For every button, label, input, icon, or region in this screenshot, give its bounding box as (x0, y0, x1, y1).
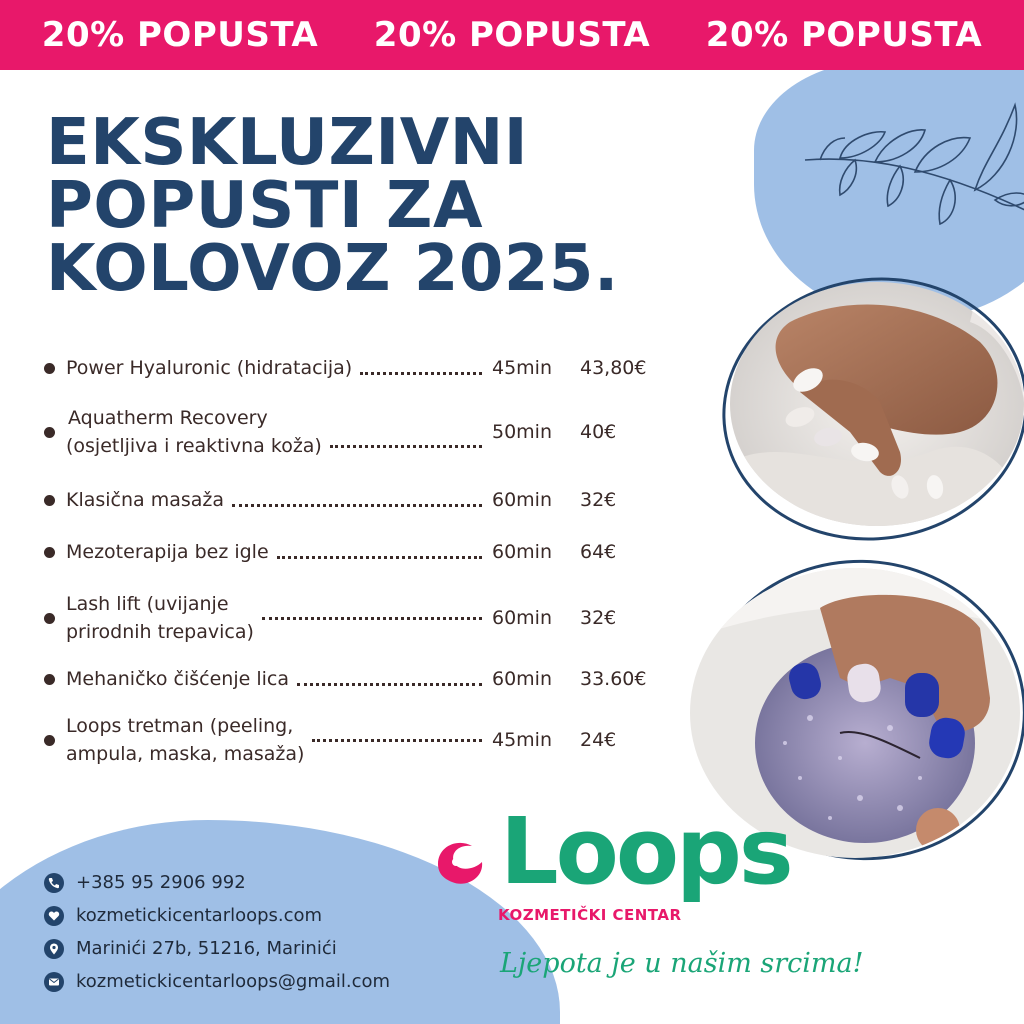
contact-phone (44, 866, 390, 899)
location-pin-icon (44, 939, 64, 959)
service-name: Klasična masaža (66, 489, 225, 511)
service-item (40, 354, 660, 382)
heart-icon (44, 906, 64, 926)
white-nails-image (730, 282, 1024, 526)
mail-icon (44, 972, 64, 992)
service-price: 40€ (580, 421, 617, 443)
logo-swirl-icon (430, 832, 494, 892)
logo-subtitle: KOZMETIČKI CENTAR (498, 906, 682, 924)
service-price: 43,80€ (580, 357, 647, 379)
service-item (40, 665, 660, 693)
service-duration: 60min (492, 668, 553, 690)
service-name: Aquatherm Recovery (osjetljiva i reaktivna koža) (66, 407, 322, 457)
bullet-icon (44, 495, 55, 506)
service-item (40, 538, 660, 566)
banner-text: 20% POPUSTA (41, 15, 319, 55)
dotted-leader (297, 683, 482, 686)
tagline: Ljepota je u našim srcima! (500, 948, 864, 979)
service-price: 32€ (580, 489, 617, 511)
service-item (40, 712, 660, 768)
bullet-icon (44, 547, 55, 558)
service-duration: 50min (492, 421, 553, 443)
service-duration: 45min (492, 357, 553, 379)
bullet-icon (44, 674, 55, 685)
banner-text: 20% POPUSTA (373, 15, 651, 55)
service-name: Power Hyaluronic (hidratacija) (66, 357, 353, 379)
bullet-icon (44, 427, 55, 438)
contact-website (44, 899, 390, 932)
title-line: KOLOVOZ 2025. (46, 232, 619, 306)
service-price: 64€ (580, 541, 617, 563)
dotted-leader (330, 445, 482, 448)
service-name: Loops tretman (peeling, ampula, maska, masaža) (66, 715, 305, 765)
email-link[interactable]: kozmetickicentarloops@gmail.com (76, 971, 391, 992)
service-duration: 60min (492, 489, 553, 511)
page-title (46, 106, 726, 306)
leaf-branch-icon (800, 100, 1024, 250)
phone-icon (44, 873, 64, 893)
address-text: Marinići 27b, 51216, Marinići (76, 938, 337, 959)
website-link[interactable]: kozmetickicentarloops.com (76, 905, 323, 926)
contact-email (44, 965, 390, 998)
logo-name: Loops (500, 798, 791, 905)
banner-text: 20% POPUSTA (705, 15, 983, 55)
dotted-leader (312, 739, 482, 742)
service-duration: 60min (492, 541, 553, 563)
dotted-leader (262, 617, 482, 620)
service-item (40, 404, 660, 460)
service-name: Mezoterapija bez igle (66, 541, 269, 563)
title-line: POPUSTI ZA (46, 169, 483, 243)
white-nails-photo (730, 282, 1024, 526)
bullet-icon (44, 363, 55, 374)
service-name: Lash lift (uvijanje prirodnih trepavica) (66, 593, 254, 643)
service-name: Mehaničko čišćenje lica (66, 668, 289, 690)
bullet-icon (44, 735, 55, 746)
service-price: 24€ (580, 729, 617, 751)
service-price: 33.60€ (580, 668, 647, 690)
bullet-icon (44, 613, 55, 624)
discount-banner (0, 0, 1024, 70)
dotted-leader (232, 504, 482, 507)
phone-number[interactable]: +385 95 2906 992 (76, 872, 246, 893)
brand-logo (430, 798, 791, 940)
dotted-leader (277, 556, 482, 559)
service-item (40, 486, 660, 514)
service-price: 32€ (580, 607, 617, 629)
contact-address (44, 932, 390, 965)
service-duration: 60min (492, 607, 553, 629)
service-duration: 45min (492, 729, 553, 751)
contact-info (44, 866, 390, 998)
title-line: EKSKLUZIVNI (46, 106, 529, 180)
service-item (40, 590, 660, 646)
dotted-leader (360, 372, 482, 375)
